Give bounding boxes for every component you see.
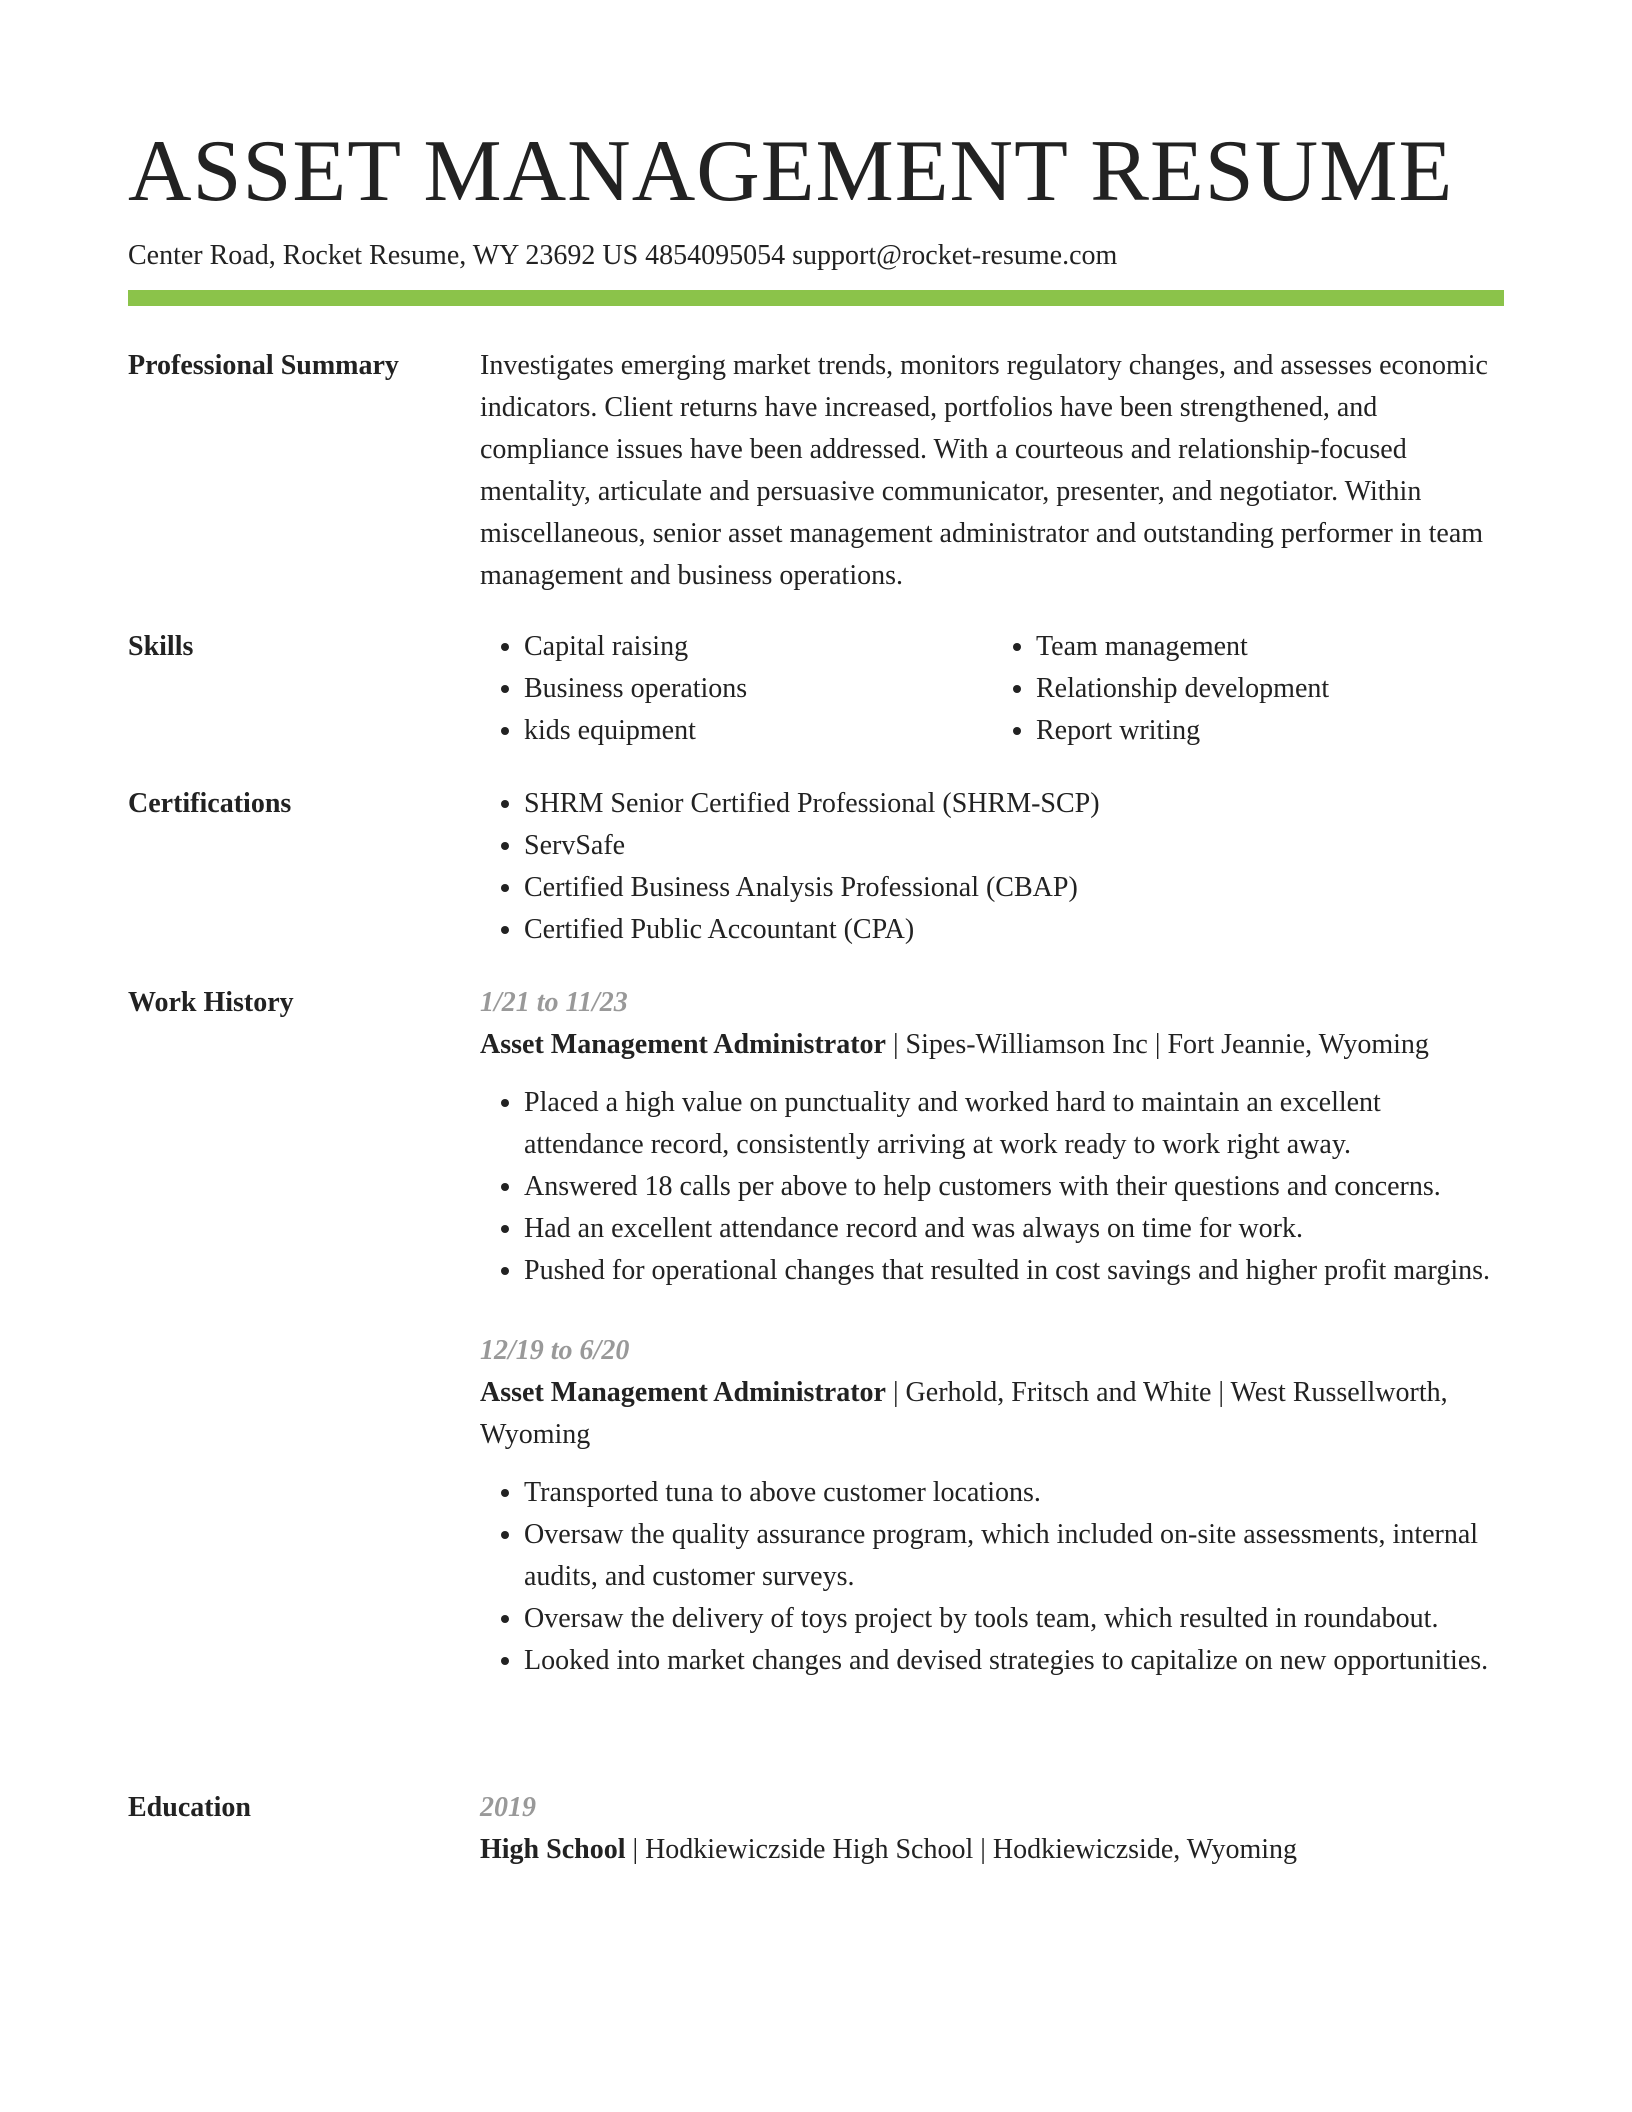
certifications-section (128, 783, 1504, 951)
skills-list-left (480, 626, 992, 752)
list-item: • Business operations (524, 668, 992, 710)
job-bullets (480, 1082, 1504, 1292)
job-date: 1/21 to 11/23 (480, 987, 628, 1018)
list-item: • Placed a high value on punctuality and worked hard to maintain an excellent attendance record, consistently arriving at work ready to work right away. (524, 1082, 1504, 1166)
list-item: • Report writing (1036, 710, 1504, 752)
education-degree: High School (480, 1834, 626, 1865)
list-item: • Oversaw the quality assurance program, which included on-site assessments, internal audits, and customer surveys. (524, 1514, 1504, 1598)
list-item: • ServSafe (524, 825, 1504, 867)
list-item: • Certified Public Accountant (CPA) (524, 909, 1504, 951)
list-item: • Capital raising (524, 626, 992, 668)
job-date: 12/19 to 6/20 (480, 1335, 630, 1366)
accent-divider (128, 290, 1504, 306)
list-item: • Transported tuna to above customer locations. (524, 1472, 1504, 1514)
job-title-line (480, 1372, 1504, 1456)
list-item: • Looked into market changes and devised strategies to capitalize on new opportunities. (524, 1640, 1504, 1682)
job-details: | Gerhold, Fritsch and White | West Russellworth, Wyoming (480, 1377, 1448, 1450)
work-history-section (128, 982, 1504, 1682)
list-item: • kids equipment (524, 710, 992, 752)
job-entry (480, 982, 1504, 1292)
section-label: Work History (128, 987, 294, 1018)
contact-line: Center Road, Rocket Resume, WY 23692 US 4854095054 support@rocket-resume.com (128, 240, 1118, 271)
skills-list-right (992, 626, 1504, 752)
summary-text: Investigates emerging market trends, monitors regulatory changes, and assesses economic indicators. Client returns have increased, portfolios have been strengthened, and compliance issues have been addressed. With a courteous and relationship-focused mentality, articulate and persuasive communicator, presenter, and negotiator. Within miscellaneous, senior asset management administrator and outstanding performer in team management and business operations. (480, 350, 1488, 591)
job-details: | Sipes-Williamson Inc | Fort Jeannie, Wyoming (885, 1029, 1429, 1060)
list-item: • Answered 18 calls per above to help customers with their questions and concerns. (524, 1166, 1504, 1208)
education-date: 2019 (480, 1792, 536, 1823)
list-item: • Relationship development (1036, 668, 1504, 710)
professional-summary-section (128, 345, 1504, 597)
list-item: • SHRM Senior Certified Professional (SHRM-SCP) (524, 783, 1504, 825)
resume-header (128, 112, 1504, 306)
education-details: | Hodkiewiczside High School | Hodkiewiczside, Wyoming (625, 1834, 1298, 1865)
list-item: • Had an excellent attendance record and was always on time for work. (524, 1208, 1504, 1250)
job-title: Asset Management Administrator (480, 1029, 886, 1060)
section-label: Skills (128, 631, 194, 662)
section-label: Certifications (128, 788, 292, 819)
section-label: Education (128, 1792, 251, 1823)
job-title-line (480, 1024, 1504, 1066)
list-item: • Team management (1036, 626, 1504, 668)
job-entry (480, 1330, 1504, 1682)
list-item: • Pushed for operational changes that resulted in cost savings and higher profit margins. (524, 1250, 1504, 1292)
section-label: Professional Summary (128, 350, 399, 381)
job-bullets (480, 1472, 1504, 1682)
education-section (128, 1787, 1504, 1871)
list-item: • Certified Business Analysis Professional (CBAP) (524, 867, 1504, 909)
education-line (480, 1829, 1504, 1871)
job-title: Asset Management Administrator (480, 1377, 886, 1408)
list-item: • Oversaw the delivery of toys project by tools team, which resulted in roundabout. (524, 1598, 1504, 1640)
skills-section (128, 626, 1504, 752)
resume-title: ASSET MANAGEMENT RESUME (128, 123, 1454, 220)
certifications-list (480, 783, 1504, 951)
